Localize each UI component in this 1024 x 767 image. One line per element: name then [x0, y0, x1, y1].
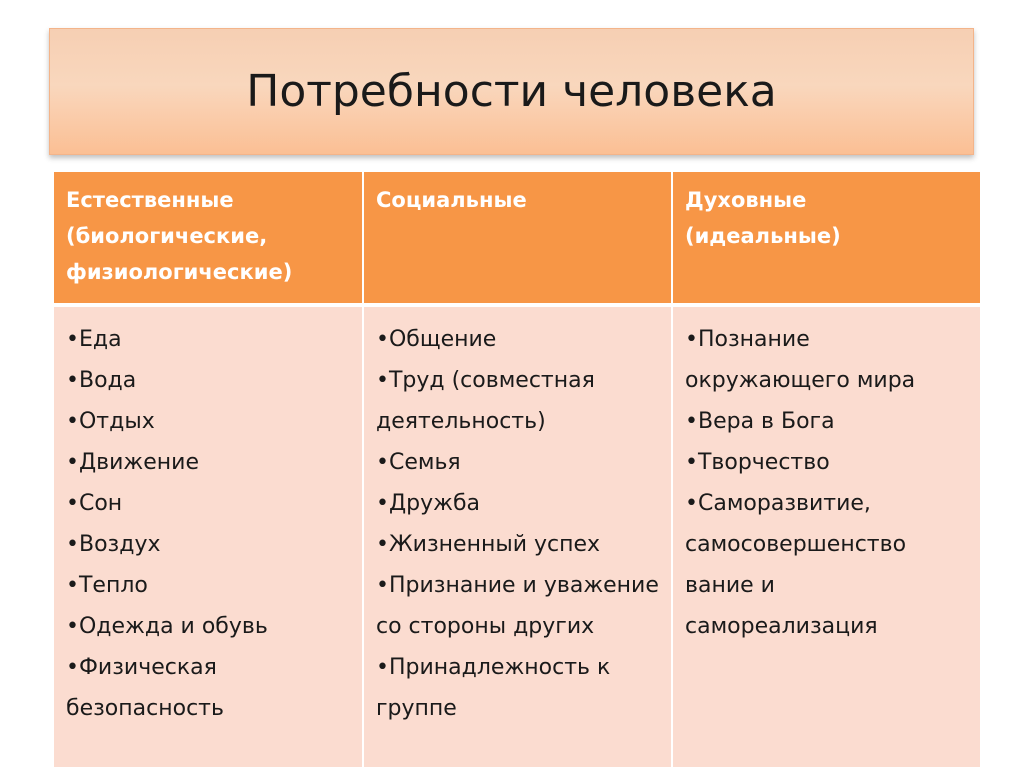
list-item: •Отдых — [66, 409, 155, 434]
list-item: •Саморазвитие, самосовершенство вание и самореализация — [685, 491, 907, 639]
list-item: •Сон — [66, 491, 123, 516]
slide-title: Потребности человека — [246, 66, 777, 117]
list-item: •Дружба — [376, 491, 481, 516]
header-social: Социальные — [362, 172, 671, 303]
needs-table — [54, 172, 980, 767]
header-spiritual: Духовные (идеальные) — [671, 172, 980, 303]
title-box — [49, 28, 974, 155]
list-item: •Познание окружающего мира — [685, 327, 916, 393]
list-item: •Физическая безопасность — [66, 655, 224, 721]
list-item: •Движение — [66, 450, 199, 475]
column-spiritual — [671, 303, 980, 767]
list-item: •Творчество — [685, 450, 830, 475]
list-item: •Труд (совместная деятельность) — [376, 368, 595, 434]
list-item: •Признание и уважение со стороны других — [376, 573, 659, 639]
column-social — [362, 303, 671, 767]
header-natural: Естественные (биологические, физиологические) — [54, 172, 362, 303]
list-item: •Общение — [376, 327, 497, 352]
list-item: •Тепло — [66, 573, 148, 598]
list-item: •Еда — [66, 327, 122, 352]
list-item: •Вода — [66, 368, 137, 393]
list-item: •Воздух — [66, 532, 161, 557]
list-item: •Одежда и обувь — [66, 614, 268, 639]
list-item: •Жизненный успех — [376, 532, 601, 557]
list-item: •Вера в Бога — [685, 409, 835, 434]
column-natural — [54, 303, 362, 767]
list-item: •Семья — [376, 450, 461, 475]
list-item: •Принадлежность к группе — [376, 655, 611, 721]
